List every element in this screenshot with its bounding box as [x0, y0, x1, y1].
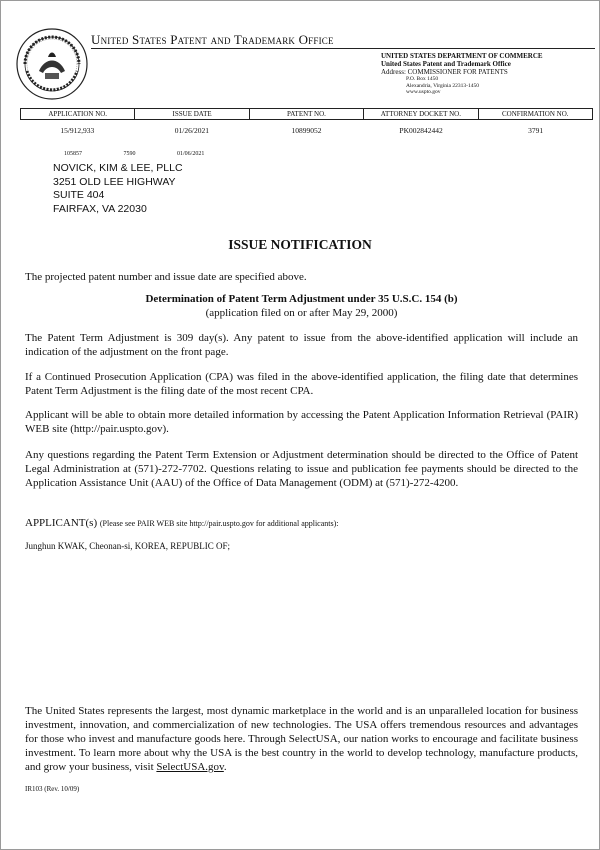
issue-date: 01/26/2021 — [174, 126, 209, 135]
applicant-note: (Please see PAIR WEB site http://pair.uspto.gov for additional applicants): — [99, 519, 339, 528]
paragraph-questions: Any questions regarding the Patent Term Extension or Adjustment determination should be directed to the Office of Patent Legal Administration at (571)-272-7702. Questions relating to issue and publication fee payments should be directed to the Application Assistance Unit (AAU) of the Office of Data Management (ODM) at (571)-272-4200. — [25, 449, 578, 489]
confirmation-number: 3791 — [528, 126, 544, 135]
applicant-line: Junghun KWAK, Cheonan-si, KOREA, REPUBLIC OF; — [25, 541, 231, 551]
dept-address-line: P.O. Box 1450 — [406, 76, 439, 82]
paragraph-pair: Applicant will be able to obtain more detailed information by accessing the Patent Application Information Retrieval (PAIR) WEB site (http://pair.uspto.gov). — [25, 409, 578, 435]
office-title: United States Patent and Trademark Office — [91, 32, 334, 47]
mail-codes — [64, 151, 244, 157]
address-line: 3251 OLD LEE HIGHWAY — [53, 175, 176, 188]
determination-heading: Determination of Patent Term Adjustment under 35 U.S.C. 154 (b) — [145, 293, 458, 305]
dept-address-line: Alexandria, Virginia 22313-1450 — [406, 82, 479, 89]
form-id: IR103 (Rev. 10/09) — [25, 785, 80, 793]
column-header: CONFIRMATION NO. — [478, 109, 592, 120]
address-line: SUITE 404 — [53, 189, 105, 201]
mail-date: 01/06/2021 — [177, 151, 205, 157]
column-header: ATTORNEY DOCKET NO. — [364, 109, 478, 120]
paragraph-pta: The Patent Term Adjustment is 309 day(s). Any patent to issue from the above-identified application will include an indication of the adjustment on the front page. — [25, 332, 578, 358]
uspto-seal-icon — [15, 27, 89, 101]
document-title: ISSUE NOTIFICATION — [228, 237, 372, 252]
header-values-row — [20, 126, 593, 135]
applicant-heading — [25, 516, 578, 531]
address-line: NOVICK, KIM & LEE, PLLC — [53, 162, 183, 174]
footer-paragraph — [25, 704, 578, 774]
dept-address-line: Address: COMMISSIONER FOR PATENTS — [381, 68, 508, 76]
paragraph-cpa: If a Continued Prosecution Application (CPA) was filed in the above-identified application, the filing date that determines Patent Term Adjustment is the filing date of the most recent CPA. — [25, 371, 578, 397]
footer-text: The United States represents the largest, most dynamic marketplace in the world and is an unparalleled location for business investment, innovation, and commercialization of new technologies. The USA offers tremendous resources and advantages for those who invest and manufacture goods here. Through SelectUSA, our nation works to encourage and facilitate business investment. To learn more about why the USA is the best country in the world to develop technology, manufacture products, and grow your business, visit — [25, 705, 578, 773]
addressee-block — [53, 162, 183, 216]
attorney-docket-number: PK002842442 — [399, 126, 443, 135]
determination-block — [25, 292, 578, 320]
applicant-label: APPLICANT(s) — [25, 517, 98, 529]
dept-line: United States Patent and Trademark Office — [381, 60, 511, 68]
mail-code: 7590 — [123, 151, 136, 157]
address-line: FAIRFAX, VA 22030 — [53, 202, 147, 215]
dept-line: UNITED STATES DEPARTMENT OF COMMERCE — [381, 52, 543, 60]
application-number: 15/912,933 — [60, 126, 95, 135]
intro-text: The projected patent number and issue date are specified above. — [25, 271, 307, 283]
patent-number: 10899052 — [291, 126, 322, 135]
department-block — [381, 52, 543, 96]
footer-end: . — [223, 761, 227, 773]
header-rule — [91, 48, 595, 49]
dept-address-line: www.uspto.gov — [406, 89, 441, 95]
column-header: PATENT NO. — [249, 109, 363, 120]
determination-subheading: (application filed on or after May 29, 2000) — [205, 307, 398, 319]
selectusa-link[interactable]: SelectUSA.gov — [156, 761, 224, 773]
header-table — [20, 108, 593, 120]
column-header: ISSUE DATE — [135, 109, 249, 120]
mail-code: 105857 — [64, 151, 82, 157]
column-header: APPLICATION NO. — [21, 109, 135, 120]
